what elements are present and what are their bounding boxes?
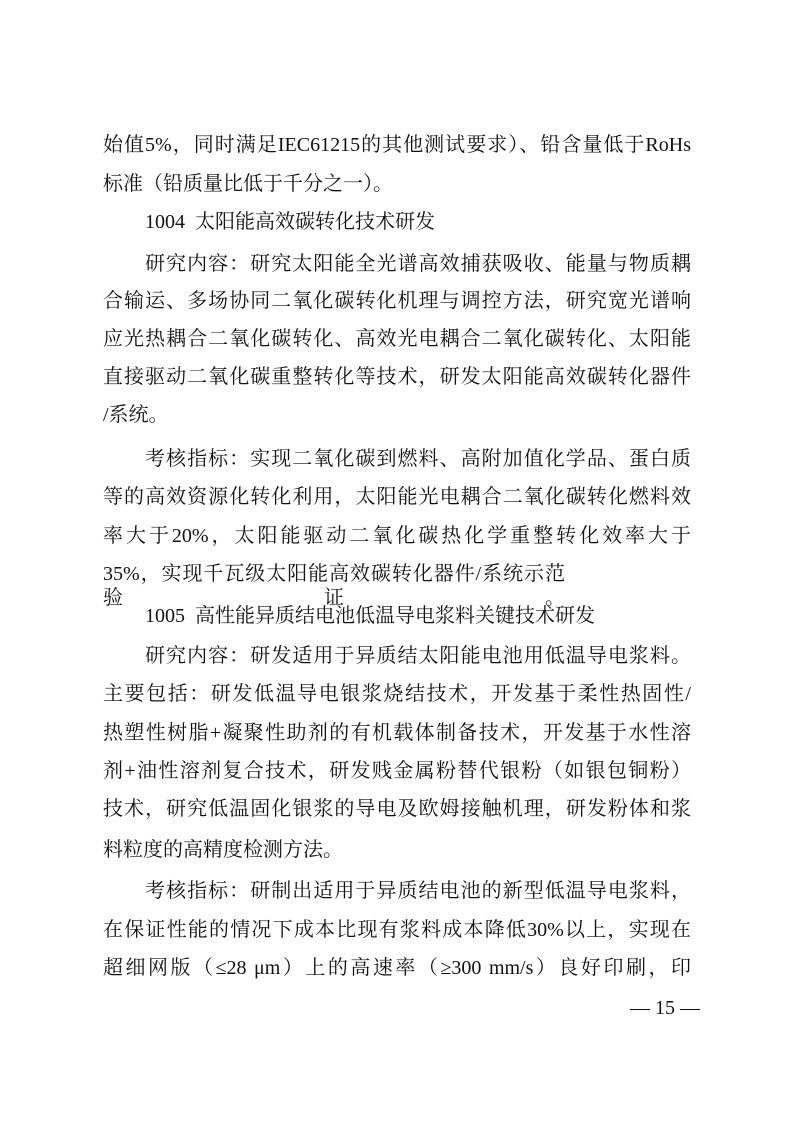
body-line: 等的高效资源化转化利用，太阳能光电耦合二氧化碳转化燃料效 <box>103 486 691 508</box>
body-line: 剂+油性溶剂复合技术，研发贱金属粉替代银粉（如银包铜粉） <box>103 760 691 782</box>
body-line: 直接驱动二氧化碳重整转化等技术，研发太阳能高效碳转化器件 <box>103 366 691 388</box>
section-heading-1005: 1005 高性能异质结电池低温导电浆料关键技术研发 <box>145 605 595 627</box>
page-number: — 15 — <box>630 997 700 1019</box>
body-line: 合输运、多场协同二氧化碳转化机理与调控方法，研究宽光谱响 <box>103 290 691 312</box>
body-line: /系统。 <box>103 404 169 426</box>
section-heading-1004: 1004 太阳能高效碳转化技术研发 <box>145 211 435 233</box>
body-line: 研究内容：研究太阳能全光谱高效捕获吸收、能量与物质耦 <box>145 253 691 275</box>
body-line: 始值5%，同时满足IEC61215的其他测试要求）、铅含量低于RoHs <box>103 134 691 156</box>
body-line: 超细网版（≤28 μm）上的高速率（≥300 mm/s）良好印刷，印 <box>103 957 691 979</box>
body-line: 考核指标：研制出适用于异质结电池的新型低温导电浆料， <box>145 880 691 902</box>
body-line: 料粒度的高精度检测方法。 <box>103 839 343 861</box>
body-line: 热塑性树脂+凝聚性助剂的有机载体制备技术，开发基于水性溶 <box>103 722 691 744</box>
body-line: 技术，研究低温固化银浆的导电及欧姆接触机理，研发粉体和浆 <box>103 798 691 820</box>
body-line: 率大于20%，太阳能驱动二氧化碳热化学重整转化效率大于 <box>103 525 691 547</box>
body-line: 应光热耦合二氧化碳转化、高效光电耦合二氧化碳转化、太阳能 <box>103 328 691 350</box>
body-line: 35%，实现千瓦级太阳能高效碳转化器件/系统示范验证。 <box>103 563 565 609</box>
body-line: 主要包括：研发低温导电银浆烧结技术，开发基于柔性热固性/ <box>103 683 691 705</box>
body-line: 考核指标：实现二氧化碳到燃料、高附加值化学品、蛋白质 <box>145 448 691 470</box>
body-line: 在保证性能的情况下成本比现有浆料成本降低30%以上，实现在 <box>103 919 691 941</box>
body-line: 研究内容：研发适用于异质结太阳能电池用低温导电浆料。 <box>145 645 691 667</box>
body-line: 标准（铅质量比低于千分之一）。 <box>103 173 393 195</box>
